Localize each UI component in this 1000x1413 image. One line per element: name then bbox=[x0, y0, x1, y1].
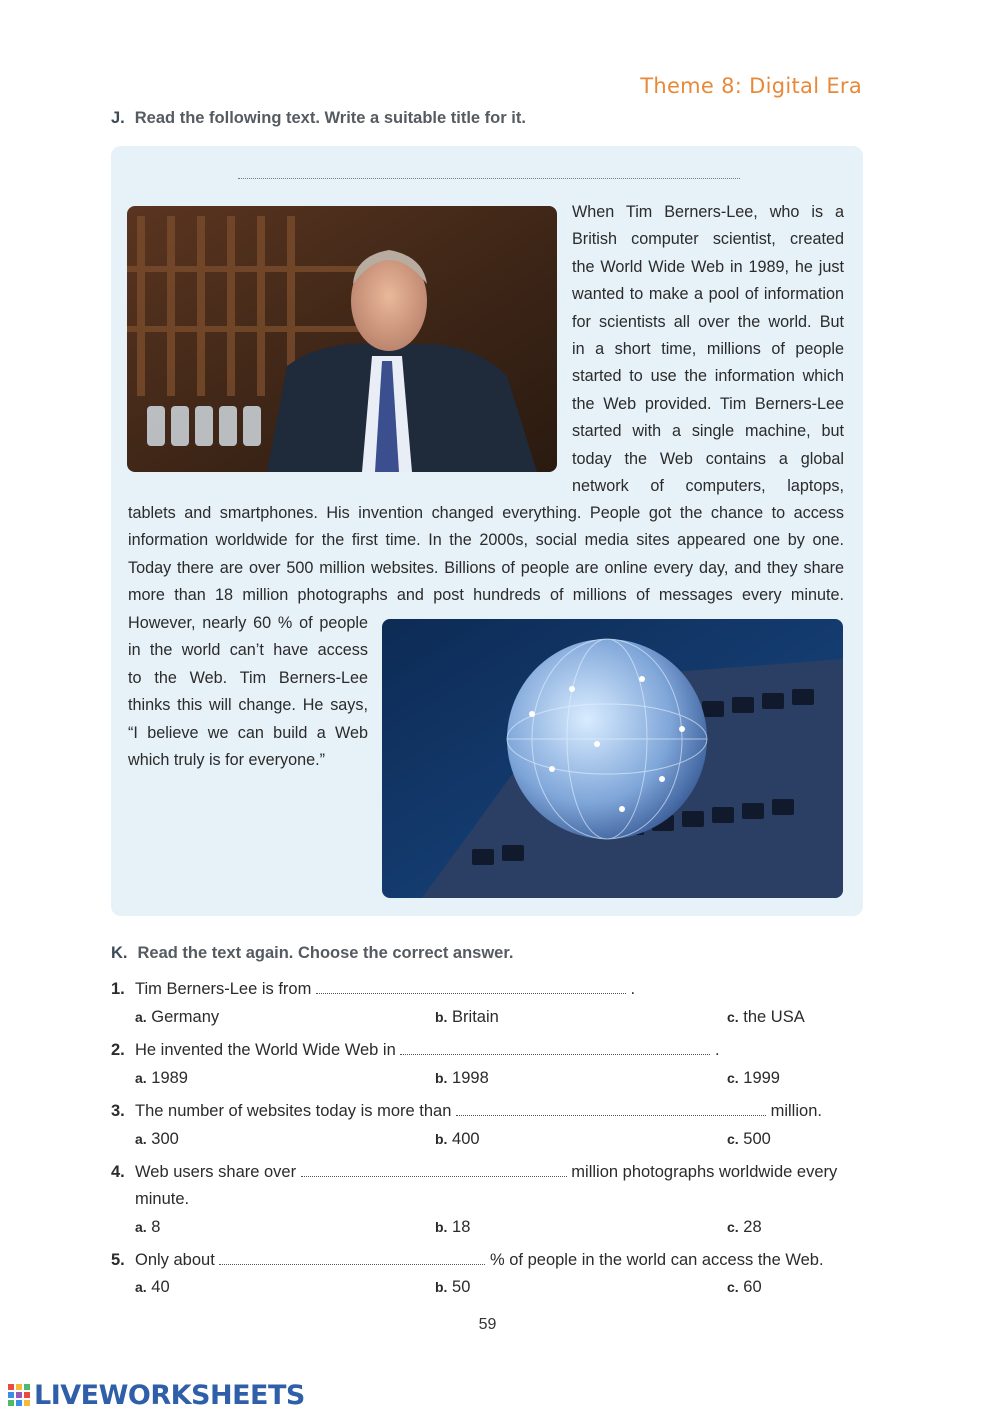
text-line: for scientists all over the world. But bbox=[572, 312, 844, 331]
text-line: wanted to make a pool of information bbox=[572, 285, 844, 304]
option-1a[interactable]: a. Germany bbox=[135, 1008, 220, 1026]
theme-title: Theme 8: Digital Era bbox=[640, 74, 862, 98]
option-4b[interactable]: b. 18 bbox=[435, 1218, 471, 1236]
text-line: thinks this will change. He says, bbox=[128, 696, 368, 715]
option-2b[interactable]: b. 1998 bbox=[435, 1069, 489, 1087]
text-line: network of computers, laptops, bbox=[572, 477, 844, 496]
option-3c[interactable]: c. 500 bbox=[727, 1130, 771, 1148]
question-4-continued: minute. bbox=[135, 1190, 190, 1208]
question-1: 1. Tim Berners-Lee is from . bbox=[111, 980, 636, 998]
section-letter-j: J. bbox=[111, 109, 125, 127]
brand-wordmark: LIVEWORKSHEETS bbox=[34, 1380, 305, 1411]
question-5: 5. Only about % of people in the world can access the Web. bbox=[111, 1251, 824, 1269]
text-full-width bbox=[128, 500, 844, 610]
text-line: However, nearly 60 % of people bbox=[128, 614, 368, 632]
text-line: tablets and smartphones. His invention changed everything. People got the chance to access bbox=[128, 504, 844, 522]
option-2a[interactable]: a. 1989 bbox=[135, 1069, 188, 1087]
option-4c[interactable]: c. 28 bbox=[727, 1218, 762, 1236]
option-3a[interactable]: a. 300 bbox=[135, 1130, 179, 1148]
text-line: started with a single machine, but bbox=[572, 422, 844, 441]
portrait-photo bbox=[127, 206, 557, 472]
option-5c[interactable]: c. 60 bbox=[727, 1278, 762, 1296]
text-line: When Tim Berners-Lee, who is a bbox=[572, 203, 844, 221]
text-line: today the Web contains a global bbox=[572, 449, 844, 468]
option-2c[interactable]: c. 1999 bbox=[727, 1069, 780, 1087]
question-4: 4. Web users share over million photographs worldwide every bbox=[111, 1163, 838, 1181]
question-2: 2. He invented the World Wide Web in . bbox=[111, 1041, 720, 1059]
text-line: which truly is for everyone.” bbox=[128, 751, 326, 770]
instruction-k bbox=[111, 944, 513, 963]
title-answer-line[interactable] bbox=[238, 170, 740, 179]
text-line: the Web provided. Tim Berners-Lee bbox=[572, 394, 844, 413]
text-line: British computer scientist, created bbox=[572, 230, 844, 249]
text-line: in a short time, millions of people bbox=[572, 340, 844, 359]
option-1c[interactable]: c. the USA bbox=[727, 1008, 805, 1026]
section-letter-k: K. bbox=[111, 944, 128, 962]
text-line: “I believe we can build a Web bbox=[128, 723, 368, 742]
text-right-of-portrait bbox=[572, 199, 844, 500]
answer-blank-3[interactable] bbox=[456, 1103, 766, 1116]
instruction-k-text: Read the text again. Choose the correct answer. bbox=[137, 944, 514, 962]
text-line: in the world can’t have access bbox=[128, 641, 368, 660]
answer-blank-4[interactable] bbox=[301, 1164, 567, 1177]
option-1b[interactable]: b. Britain bbox=[435, 1008, 499, 1026]
instruction-j bbox=[111, 109, 526, 128]
text-left-of-globe bbox=[128, 610, 368, 774]
option-5a[interactable]: a. 40 bbox=[135, 1278, 170, 1296]
answer-blank-1[interactable] bbox=[316, 981, 626, 994]
answer-blank-5[interactable] bbox=[219, 1252, 485, 1265]
text-line: started to use the information which bbox=[572, 367, 844, 386]
text-line: information worldwide for the first time. In the 2000s, social media sites appeared one by one. bbox=[128, 531, 844, 550]
instruction-j-text: Read the following text. Write a suitable title for it. bbox=[134, 109, 526, 127]
option-4a[interactable]: a. 8 bbox=[135, 1218, 161, 1236]
option-5b[interactable]: b. 50 bbox=[435, 1278, 471, 1296]
answer-blank-2[interactable] bbox=[400, 1042, 710, 1055]
text-line: the World Wide Web in 1989, he just bbox=[572, 257, 844, 276]
question-3: 3. The number of websites today is more than million. bbox=[111, 1102, 822, 1120]
page-number: 59 bbox=[478, 1316, 497, 1333]
text-line: Today there are over 500 million websites. Billions of people are online every day, and they share bbox=[128, 558, 844, 577]
globe-laptop-photo bbox=[382, 619, 843, 898]
liveworksheets-logo-icon bbox=[8, 1384, 32, 1406]
text-line: more than 18 million photographs and post hundreds of millions of messages every minute. bbox=[128, 586, 844, 605]
option-3b[interactable]: b. 400 bbox=[435, 1130, 480, 1148]
text-line: to the Web. Tim Berners-Lee bbox=[128, 668, 368, 687]
